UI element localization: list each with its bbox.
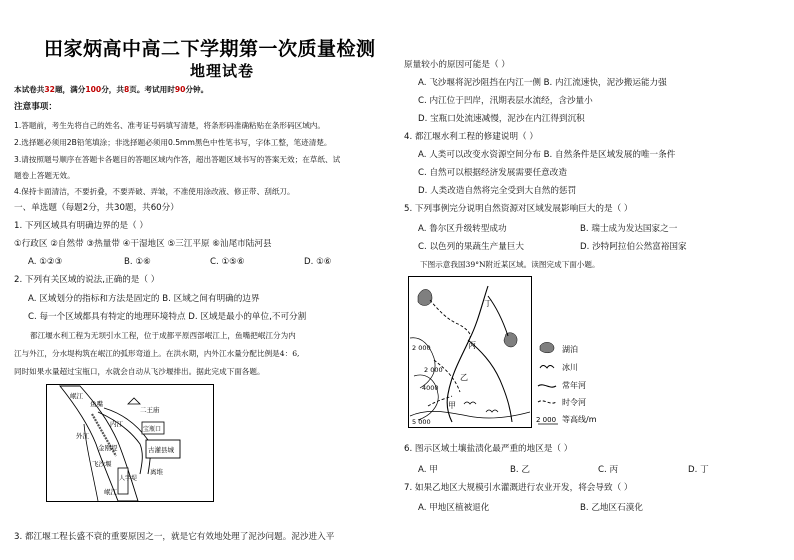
q5-stem: 5. 下列事例完分说明自然资源对区域发展影响巨大的是（ ）: [404, 204, 633, 214]
note-item: 4.保持卡面清洁，不要折叠，不要弄破、弄皱，不准使用涂改液、修正带、刮纸刀。: [14, 187, 295, 196]
lake-east: [504, 333, 517, 347]
contour-label: 2 000: [412, 344, 431, 352]
q4-stem: 4. 都江堰水利工程的修建说明（ ）: [404, 132, 538, 142]
q2-options-cd: C. 每一个区域都具有特定的地理环境特点 D. 区域是最小的单位,不可分割: [28, 312, 307, 322]
label-bing: 丙: [468, 341, 476, 350]
q5-option-b: B. 瑞士成为发达国家之一: [580, 224, 678, 234]
label-neijiang: 内江: [110, 420, 123, 428]
label-feisha: 飞沙堰: [92, 460, 112, 468]
label-baopingkou: 宝瓶口: [143, 426, 162, 433]
q4-option-b: B. 自然条件是区域发展的唯一条件: [543, 150, 676, 160]
q3-stem-right: 原量较小的原因可能是（ ）: [404, 60, 510, 70]
legend-glacier-icon: [540, 366, 554, 369]
map2-legend: [536, 340, 646, 426]
passage-line: 都江堰水利工程为无坝引水工程，位于成都平原西部岷江上，鱼嘴把岷江分为内: [30, 331, 296, 340]
label-yi: 乙: [460, 373, 468, 382]
q3-option-c: C. 内江位于凹岸，汛期表层水流经，含沙量小: [418, 96, 593, 106]
q7-option-a: A. 甲地区植被退化: [418, 503, 490, 513]
exam-intro: 本试卷共32题，满分100分，共8页。考试用时90分钟。: [14, 85, 209, 94]
map2-intro: 下图示意我国39°N附近某区域。读图完成下面小题。: [420, 260, 600, 269]
q5-option-a: A. 鲁尔区升级转型成功: [418, 224, 507, 234]
label-yuzui: 鱼嘴: [90, 400, 103, 408]
exam-title: 田家炳高中高二下学期第一次质量检测: [44, 38, 376, 60]
legend-seasonal-icon: [538, 401, 556, 403]
legend-contour-number: 2 000: [536, 416, 557, 424]
q2-stem: 2. 下列有关区域的说法,正确的是（ ）: [14, 275, 160, 285]
q4-option-d: D. 人类改造自然将完全受到大自然的惩罚: [418, 186, 577, 196]
q7-option-b: B. 乙地区石漠化: [580, 503, 643, 513]
q2-options-ab: A. 区域划分的指标和方法是固定的 B. 区域之间有明确的边界: [28, 294, 260, 304]
note-item: 3.请按照题号顺序在答题卡各题目的答题区域内作答，超出答题区域书写的答案无效；在草纸、试: [14, 155, 341, 164]
passage-line: 同时如果水量超过宝瓶口，水就会自动从飞沙堰排出。据此完成下面各题。: [14, 367, 265, 376]
passage-line: 江与外江，分水堤构筑在岷江的弧形弯道上。在洪水期，内外江水量分配比例是4：6,: [14, 349, 300, 358]
q4-option-a: A. 人类可以改变水资源空间分布: [418, 150, 541, 160]
label-minjiang-top: 岷江: [70, 392, 83, 400]
q1-option-a: A. ①②③: [28, 257, 63, 267]
section-heading: 一、单选题（每题2分，共30题，共60分）: [14, 203, 179, 213]
legend-lake: 湖泊: [562, 345, 578, 354]
question-count: 32: [44, 85, 55, 94]
contour-label: 5 000: [412, 418, 431, 426]
q6-option-c: C. 丙: [598, 465, 619, 475]
q1-option-b: B. ①⑥: [124, 257, 151, 267]
legend-contour: 等高线/m: [562, 415, 597, 424]
q4-option-c: C. 自然可以根据经济发展需要任意改造: [418, 168, 567, 178]
label-jingang-di: 金刚堤: [98, 444, 118, 452]
label-lidui: 离堆: [150, 468, 163, 476]
contour-label: 2 000: [424, 366, 443, 374]
label-renzi: 人字堤: [119, 475, 138, 482]
q1-option-d: D. ①⑥: [304, 257, 332, 267]
q3-option-d: D. 宝瓶口处流速减慢，泥沙在内江得到沉积: [418, 114, 585, 124]
q3-option-b: B. 内江流速快，泥沙搬运能力强: [543, 78, 667, 88]
q6-option-b: B. 乙: [510, 465, 530, 475]
q6-option-d: D. 丁: [688, 465, 709, 475]
q4-options-ab: [418, 150, 675, 161]
lake-ding-area: [418, 289, 432, 305]
q1-stem: 1. 下列区域具有明确边界的是（ ）: [14, 221, 148, 231]
exam-minutes: 90: [174, 85, 186, 94]
label-guanxian: 古灌县城: [148, 446, 174, 454]
q5-option-c: C. 以色列的果蔬生产量巨大: [418, 242, 524, 252]
full-score: 100: [85, 85, 102, 94]
note-item: 2.选择题必须用2B铅笔填涂；非选择题必须用0.5mm黑色中性笔书写，字体工整，笔迹清楚。: [14, 138, 332, 147]
notes-heading: 注意事项：: [14, 102, 57, 112]
label-erwangmiao: 二王庙: [140, 406, 160, 414]
label-waijiang: 外江: [76, 432, 89, 440]
contour-label: 4000: [422, 384, 439, 392]
legend-perennial-icon: [538, 385, 556, 387]
q7-stem: 7. 如果乙地区大规模引水灌溉进行农业开发，将会导致（ ）: [404, 483, 633, 493]
label-jia: 甲: [448, 401, 456, 410]
label-minjiang-bottom: 岷江: [104, 488, 117, 496]
legend-glacier: 冰川: [562, 363, 578, 372]
q1-items: ①行政区 ②自然带 ③热量带 ④干湿地区 ⑤三江平原 ⑥汕尾市陆河县: [14, 239, 272, 249]
note-item: 1.答题前，考生先将自己的姓名、准考证号码填写清楚，将条形码准确粘贴在条形码区域内。: [14, 121, 325, 130]
exam-subtitle: 地理试卷: [190, 62, 255, 80]
legend-seasonal: 时令河: [562, 398, 586, 407]
q6-stem: 6. 图示区域土壤盐渍化最严重的地区是（ ）: [404, 444, 573, 454]
q6-option-a: A. 甲: [418, 465, 438, 475]
q5-option-d: D. 沙特阿拉伯公然富裕国家: [580, 242, 687, 252]
q3-option-a: A. 飞沙堰将泥沙阻挡在内江一侧 B. 内江流速快，泥沙搬运能力强: [418, 78, 667, 88]
label-ding: 丁: [484, 299, 492, 308]
q1-option-c: C. ①⑤⑥: [210, 257, 245, 267]
legend-lake-icon: [540, 342, 554, 352]
note-item: 题卷上答题无效。: [14, 171, 75, 180]
page-count: 8: [123, 85, 130, 94]
q3-stem-left: 3. 都江堰工程长盛不衰的重要原因之一，就是它有效地处理了泥沙问题。泥沙进入平: [14, 532, 335, 542]
region-map: [408, 276, 532, 428]
dujiangyan-map: [46, 384, 214, 502]
legend-perennial: 常年河: [562, 381, 586, 390]
